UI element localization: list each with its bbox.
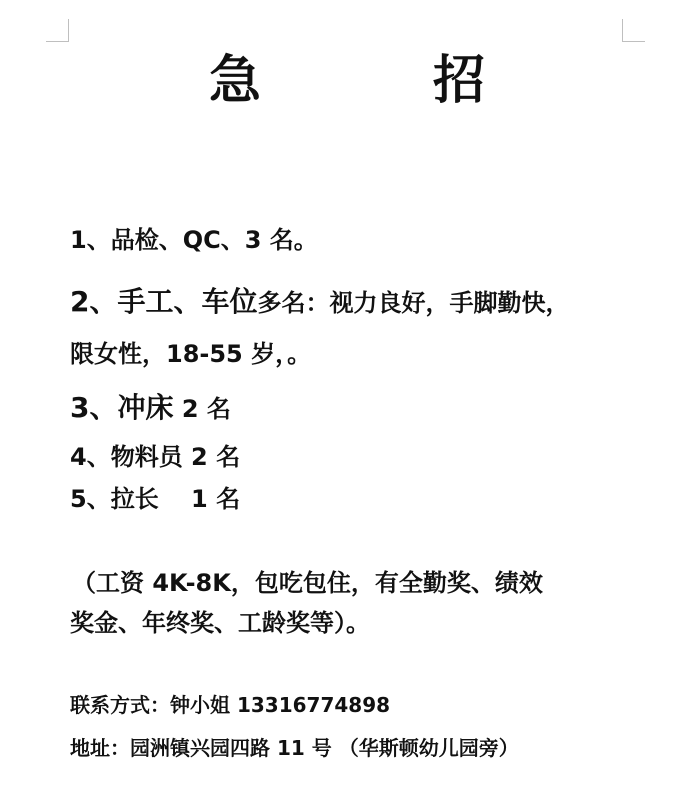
job-item-3-title: 3、冲床: [70, 391, 174, 424]
job-item-3-count: 2 名: [173, 395, 231, 423]
job-item-2-continued-text: 限女性，18-55 岁，。: [70, 340, 312, 368]
job-item-2-title: 2、手工、车位: [70, 285, 258, 318]
job-item-4-text: 4、物料员 2 名: [70, 443, 241, 471]
job-item-2-continued: [70, 336, 311, 372]
job-item-3: [70, 390, 231, 430]
job-item-1-text: 1、品检、QC、3 名。: [70, 226, 318, 254]
address-info: 地址：园洲镇兴园四路 11 号 （华斯顿幼儿园旁）: [70, 736, 519, 760]
page-title: 急 招: [208, 50, 545, 111]
job-item-2-requirements: 多名：视力良好，手脚勤快，: [257, 289, 570, 317]
benefits-line-2: 奖金、年终奖、工龄奖等）。: [70, 609, 370, 637]
job-item-2: [70, 284, 569, 324]
job-item-1: [70, 222, 318, 258]
crop-mark-top-right: [622, 19, 645, 42]
job-item-5-text: 5、拉长 1 名: [70, 485, 241, 513]
job-item-4: [70, 440, 240, 474]
contact-info: 联系方式：钟小姐 13316774898: [70, 693, 391, 717]
crop-mark-top-left: [46, 19, 69, 42]
job-item-5: [70, 482, 240, 516]
benefits-line-1: （工资 4K-8K，包吃包住，有全勤奖、绩效: [72, 569, 543, 597]
